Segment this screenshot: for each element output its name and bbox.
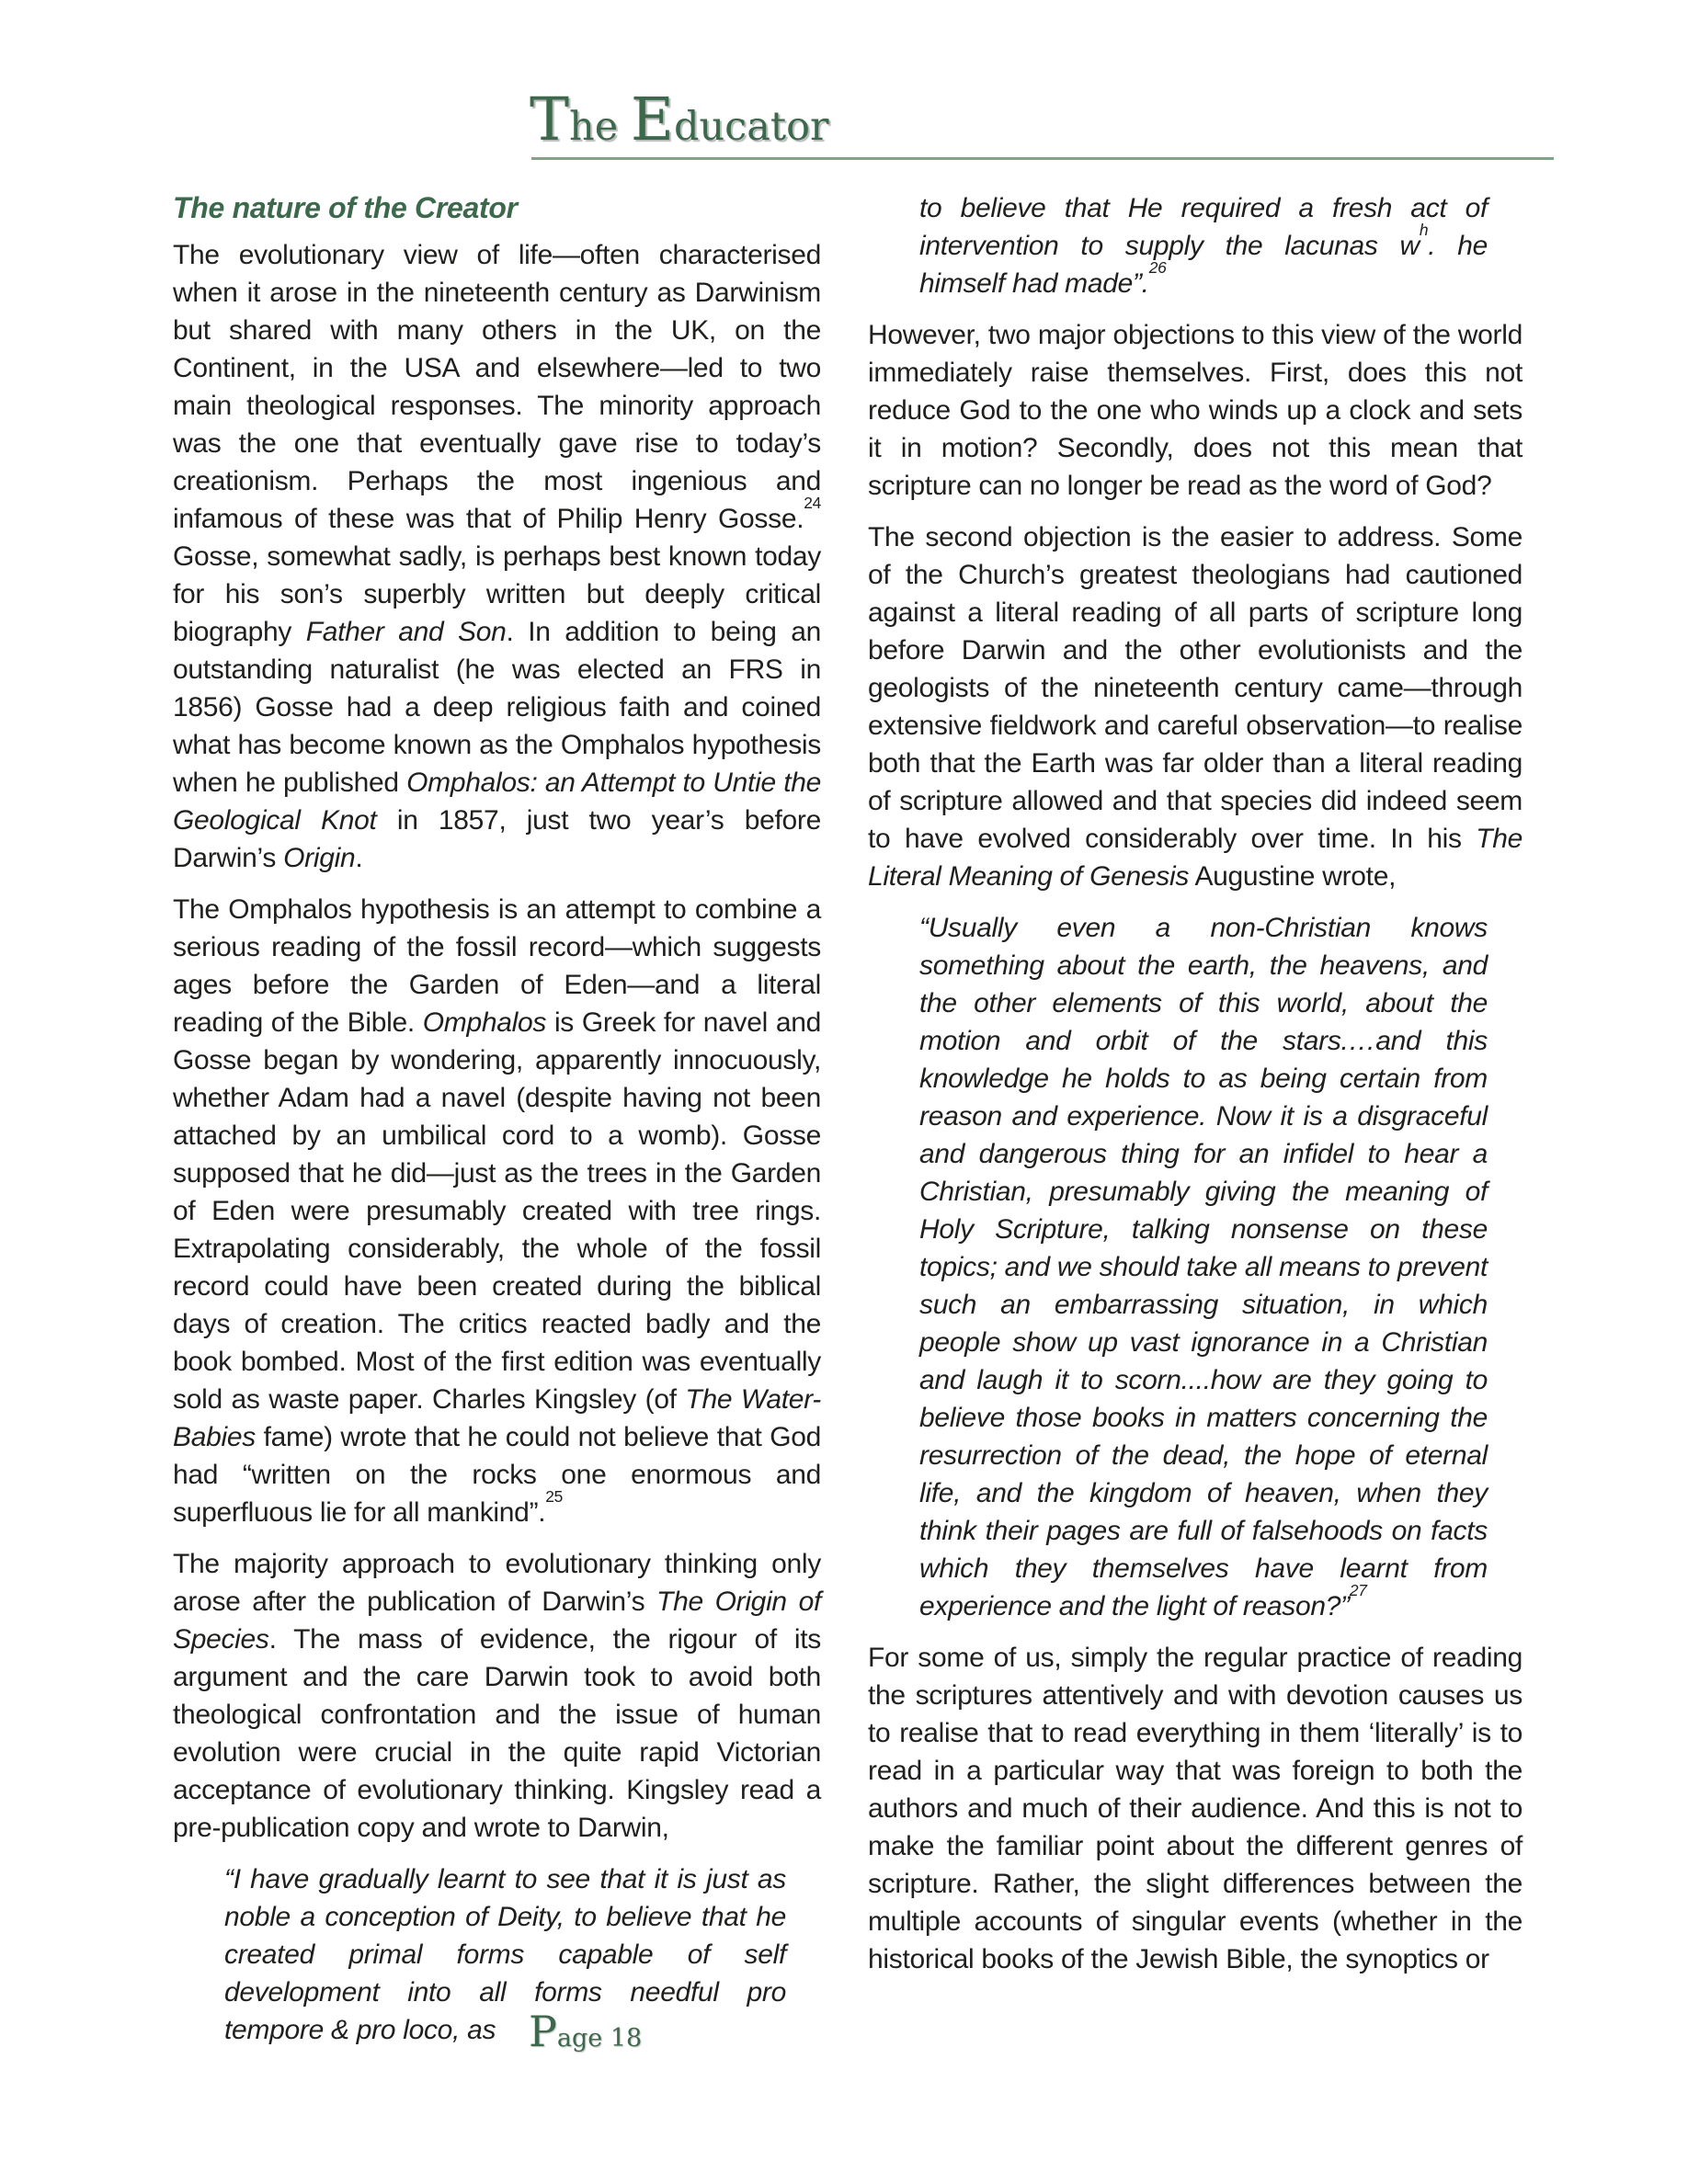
article-columns	[173, 189, 1523, 2063]
right-column	[868, 189, 1523, 2063]
footnote-ref: h	[1419, 221, 1429, 240]
block-quote: “I have gradually learnt to see that it is just as noble a conception of Deity, to believe that he created primal forms capable of self development into all forms needful pro tempore & pro loco, as	[224, 1864, 786, 2045]
bigcap-letter: P	[529, 2007, 557, 2056]
section-heading: The nature of the Creator	[173, 191, 518, 224]
footnote-ref: 27	[1349, 1581, 1367, 1600]
footnote-ref: 26	[1148, 258, 1167, 278]
block-quote: “Usually even a non-Christian knows something about the earth, the heavens, and the other elements of this world, about the motion and orbit of the stars.…and this knowledge he holds to as being certain from reason and experience. Now it is a disgraceful and dangerous thing for an infidel to hear a Christian, presumably giving the meaning of Holy Scripture, talking nonsense on these topics; and we should take all means to prevent such an embarrassing situation, in which people show up vast ignorance in a Christian and laugh it to scorn....how are they going to believe those books in matters concerning the resurrection of the dead, the hope of eternal life, and the kingdom of heaven, when they think their pages are full of falsehoods on facts which they themselves have learnt from experience and the light of reason?”$^{27}$	[919, 913, 1488, 1621]
left-column	[173, 189, 821, 2063]
block-quote: to believe that He required a fresh act of intervention to supply the lacunas $w^h$. he himself had made”.$^{26}$	[919, 193, 1488, 299]
paragraph: The second objection is the easier to address. Some of the Church’s greatest theologians had cautioned against a literal reading of all parts of scripture long before Darwin and the other evolutionists and the geologists of the nineteenth century came—through extensive fieldwork and careful observation—to realise both that the Earth was far older than a literal reading of scripture allowed and that species did indeed seem to have evolved considerably over time. In his The Literal Meaning of Genesis Augustine wrote,	[868, 522, 1523, 892]
header-rule	[531, 157, 1554, 160]
bigcap-letter: T	[530, 85, 570, 154]
footnote-ref: 24	[804, 494, 821, 513]
footnote-ref: 25	[545, 1487, 564, 1507]
paragraph: The evolutionary view of life—often characterised when it arose in the nineteenth century as Darwinism but shared with many others in the UK, on the Continent, in the USA and elsewhere—led to two main theological responses. The minority approach was the one that eventually gave rise to today’s creationism. Perhaps the most ingenious and infamous of these was that of Philip Henry Gosse.$^{24}$ Gosse, somewhat sadly, is perhaps best known today for his son’s superbly written but deeply critical biography Father and Son. In addition to being an outstanding naturalist (he was elected an FRS in 1856) Gosse had a deep religious faith and coined what has become known as the Omphalos hypothesis when he published Omphalos: an Attempt to Untie the Geological Knot in 1857, just two year’s before Darwin’s Origin.	[173, 240, 821, 873]
publication-title: The Educator	[530, 85, 829, 154]
page-number: Page 18	[529, 2007, 643, 2056]
paragraph: The majority approach to evolutionary thinking only arose after the publication of Darwin’s The Origin of Species. The mass of evidence, the rigour of its argument and the care Darwin took to avoid both theological confrontation and the issue of human evolution were crucial in the quite rapid Victorian acceptance of evolutionary thinking. Kingsley read a pre-publication copy and wrote to Darwin,	[173, 1549, 821, 1843]
right-column-text	[868, 189, 1523, 1978]
paragraph: The Omphalos hypothesis is an attempt to combine a serious reading of the fossil record—which suggests ages before the Garden of Eden—and a literal reading of the Bible. Omphalos is Greek for navel and Gosse began by wondering, apparently innocuously, whether Adam had a navel (despite having not been attached by an umbilical cord to a womb). Gosse supposed that he did—just as the trees in the Garden of Eden were presumably created with tree rings. Extrapolating considerably, the whole of the fossil record could have been created during the biblical days of creation. The critics reacted badly and the book bombed. Most of the first edition was eventually sold as waste paper. Charles Kingsley (of The Water-Babies fame) wrote that he could not believe that God had “written on the rocks one enormous and superfluous lie for all mankind”.$^{25}$	[173, 894, 821, 1528]
paragraph: For some of us, simply the regular practice of reading the scriptures attentively and with devotion causes us to realise that to read everything in them ‘literally’ is to read in a particular way that was foreign to both the authors and much of their audience. And this is not to make the familiar point about the different genres of scripture. Rather, the slight differences between the multiple accounts of singular events (whether in the historical books of the Jewish Bible, the synoptics or	[868, 1643, 1523, 1974]
paragraph: However, two major objections to this view of the world immediately raise themselves. First, does this not reduce God to the one who winds up a clock and sets it in motion? Secondly, does not this mean that scripture can no longer be read as the word of God?	[868, 320, 1523, 501]
bigcap-letter: E	[630, 85, 674, 154]
left-column-text	[173, 236, 821, 2049]
